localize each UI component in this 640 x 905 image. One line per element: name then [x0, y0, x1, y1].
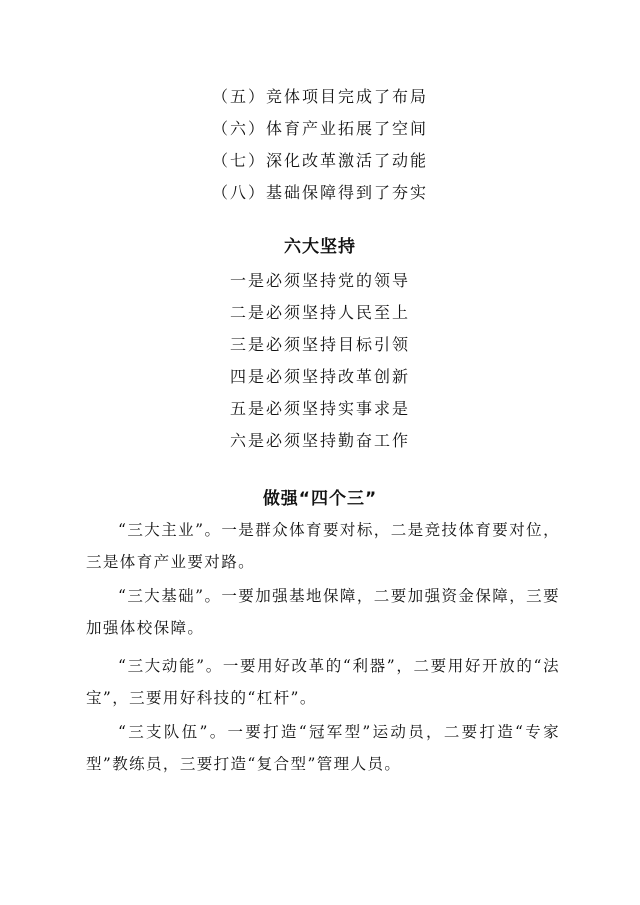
achievements-list	[0, 81, 640, 209]
six-adherences-list	[0, 265, 640, 457]
adherence-item: 五是必须坚持实事求是	[229, 399, 410, 418]
achievement-item: （六）体育产业拓展了空间	[211, 119, 428, 138]
six-adherences-heading: 六大坚持	[284, 237, 356, 257]
adherence-item: 三是必须坚持目标引领	[229, 335, 410, 354]
three-foundations-paragraph: “三大基础”。一要加强基地保障，二要加强资金保障，三要加强体校保障。	[86, 587, 560, 637]
achievement-item: （七）深化改革激活了动能	[211, 151, 428, 170]
achievement-item: （八）基础保障得到了夯实	[211, 183, 428, 202]
four-threes-heading: 做强“四个三”	[262, 489, 378, 509]
adherence-item: 一是必须坚持党的领导	[229, 271, 410, 290]
adherence-item: 四是必须坚持改革创新	[229, 367, 410, 386]
adherence-item: 二是必须坚持人民至上	[229, 303, 410, 322]
three-drivers-paragraph: “三大动能”。一要用好改革的“利器”，二要用好开放的“法宝”，三要用好科技的“杠杆”。	[86, 657, 560, 707]
three-main-businesses-paragraph: “三大主业”。一是群众体育要对标，二是竞技体育要对位，三是体育产业要对路。	[86, 521, 560, 571]
three-teams-paragraph: “三支队伍”。一要打造“冠军型”运动员，二要打造“专家型”教练员，三要打造“复合型”管理人员。	[86, 723, 560, 773]
adherence-item: 六是必须坚持勤奋工作	[229, 431, 410, 450]
achievement-item: （五）竞体项目完成了布局	[211, 87, 428, 106]
